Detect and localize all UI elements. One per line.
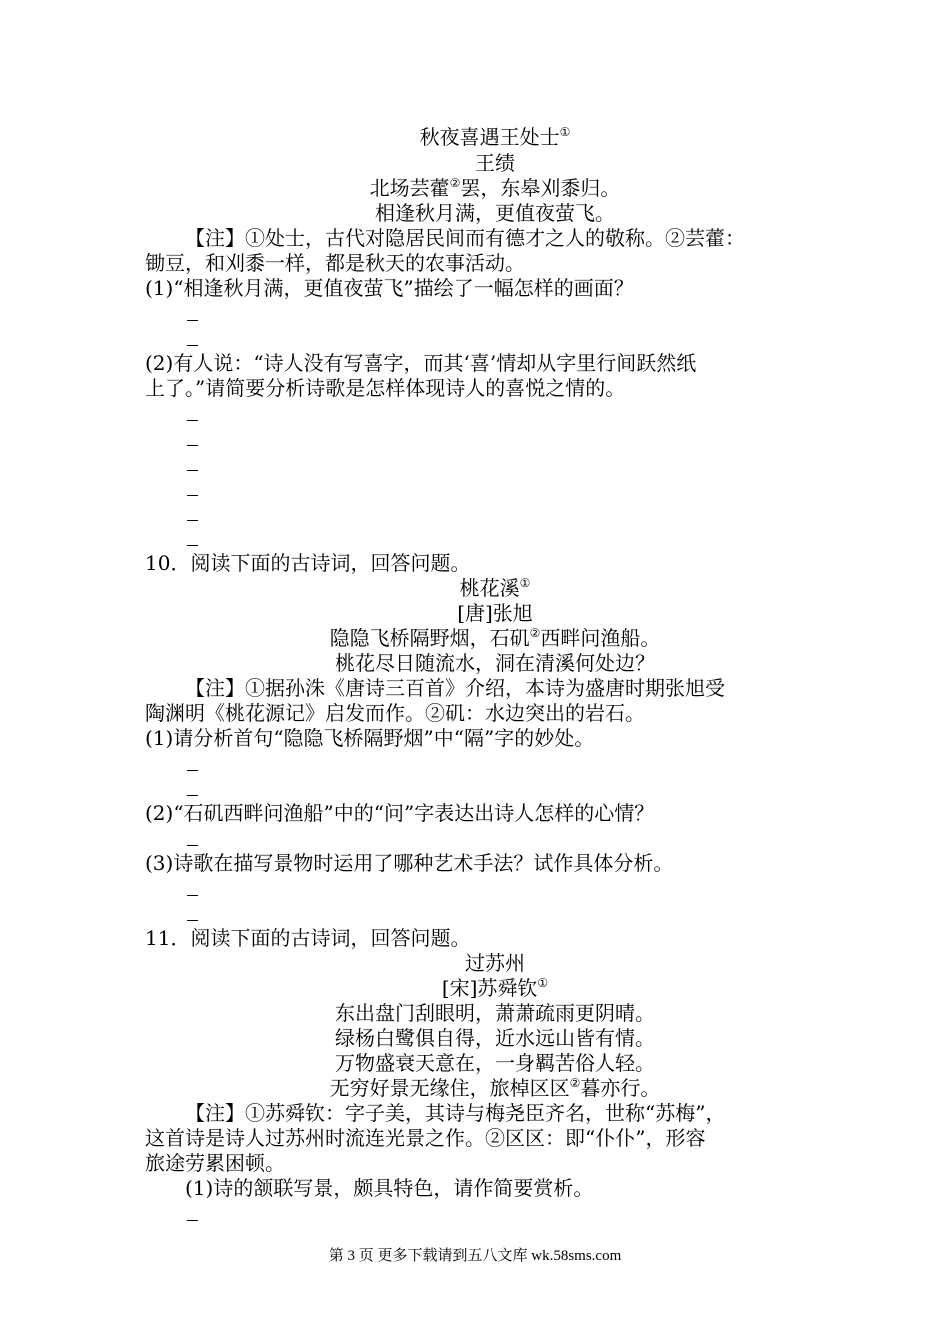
poem-note: 锄豆，和刈黍一样，都是秋天的农事活动。 <box>145 251 525 275</box>
poem-author: [宋]苏舜钦① <box>441 976 549 1000</box>
poem-line: 万物盛衰天意在，一身羁苦俗人轻。 <box>335 1051 655 1075</box>
question-text: (1)诗的颔联写景，颇具特色，请作简要赏析。 <box>185 1176 594 1200</box>
poem-line: 北场芸藿②罢，东皋刈黍归。 <box>369 176 621 200</box>
poem-author: [唐]张旭 <box>457 601 533 625</box>
answer-blank <box>187 545 198 546</box>
question-text: (1)请分析首句“隐隐飞桥隔野烟”中“隔”字的妙处。 <box>145 726 595 750</box>
poem-title: 桃花溪① <box>459 576 531 600</box>
answer-blank <box>187 770 198 771</box>
answer-blank <box>187 320 198 321</box>
question-heading: 10．阅读下面的古诗词，回答问题。 <box>145 551 471 575</box>
poem-note: 【注】①苏舜钦：字子美，其诗与梅尧臣齐名，世称“苏梅”， <box>185 1101 726 1125</box>
answer-blank <box>187 445 198 446</box>
question-text: 上了。”请简要分析诗歌是怎样体现诗人的喜悦之情的。 <box>145 376 626 400</box>
footnote-mark: ① <box>537 976 549 990</box>
poem-line: 相逢秋月满，更值夜萤飞。 <box>375 201 615 225</box>
footnote-mark: ② <box>449 176 461 190</box>
poem-line: 东出盘门刮眼明，萧萧疏雨更阴晴。 <box>335 1001 655 1025</box>
poem-note: 旅途劳累困顿。 <box>145 1151 285 1175</box>
footnote-mark: ② <box>529 626 541 640</box>
poem-note: 【注】①处士，古代对隐居民间而有德才之人的敬称。②芸藿： <box>185 226 745 250</box>
footnote-mark: ① <box>519 576 531 590</box>
page-footer: 第 3 页 更多下载请到五八文库 wk.58sms.com <box>328 1248 622 1264</box>
poem-note: 这首诗是诗人过苏州时流连光景之作。②区区：即“仆仆”，形容 <box>145 1126 706 1150</box>
question-text: (3)诗歌在描写景物时运用了哪种艺术手法？试作具体分析。 <box>145 851 674 875</box>
answer-blank <box>187 895 198 896</box>
poem-note: 【注】①据孙洙《唐诗三百首》介绍，本诗为盛唐时期张旭受 <box>185 676 725 700</box>
answer-blank <box>187 520 198 521</box>
answer-blank <box>187 345 198 346</box>
answer-blank <box>187 845 198 846</box>
poem-line: 绿杨白鹭俱自得，近水远山皆有情。 <box>335 1026 655 1050</box>
poem-line: 桃花尽日随流水，洞在清溪何处边？ <box>335 651 655 675</box>
footnote-mark: ① <box>559 125 571 139</box>
poem-note: 陶渊明《桃花源记》启发而作。②矶：水边突出的岩石。 <box>145 701 645 725</box>
answer-blank <box>187 1220 198 1221</box>
answer-blank <box>187 920 198 921</box>
answer-blank <box>187 495 198 496</box>
question-text: (1)“相逢秋月满，更值夜萤飞”描绘了一幅怎样的画面？ <box>145 276 634 300</box>
poem-line: 隐隐飞桥隔野烟，石矶②西畔问渔船。 <box>329 626 661 650</box>
poem-line: 无穷好景无缘住，旅棹区区②暮亦行。 <box>329 1076 661 1100</box>
poem-title: 秋夜喜遇王处士① <box>419 125 571 149</box>
answer-blank <box>187 470 198 471</box>
answer-blank <box>187 420 198 421</box>
question-text: (2)“石矶西畔问渔船”中的“问”字表达出诗人怎样的心情？ <box>145 801 655 825</box>
poem-title: 过苏州 <box>465 951 525 975</box>
poem-author: 王绩 <box>475 151 515 175</box>
answer-blank <box>187 795 198 796</box>
footnote-mark: ② <box>569 1076 581 1090</box>
question-heading: 11．阅读下面的古诗词，回答问题。 <box>145 926 471 950</box>
question-text: (2)有人说：“诗人没有写喜字，而其‘喜’情却从字里行间跃然纸 <box>145 351 697 375</box>
